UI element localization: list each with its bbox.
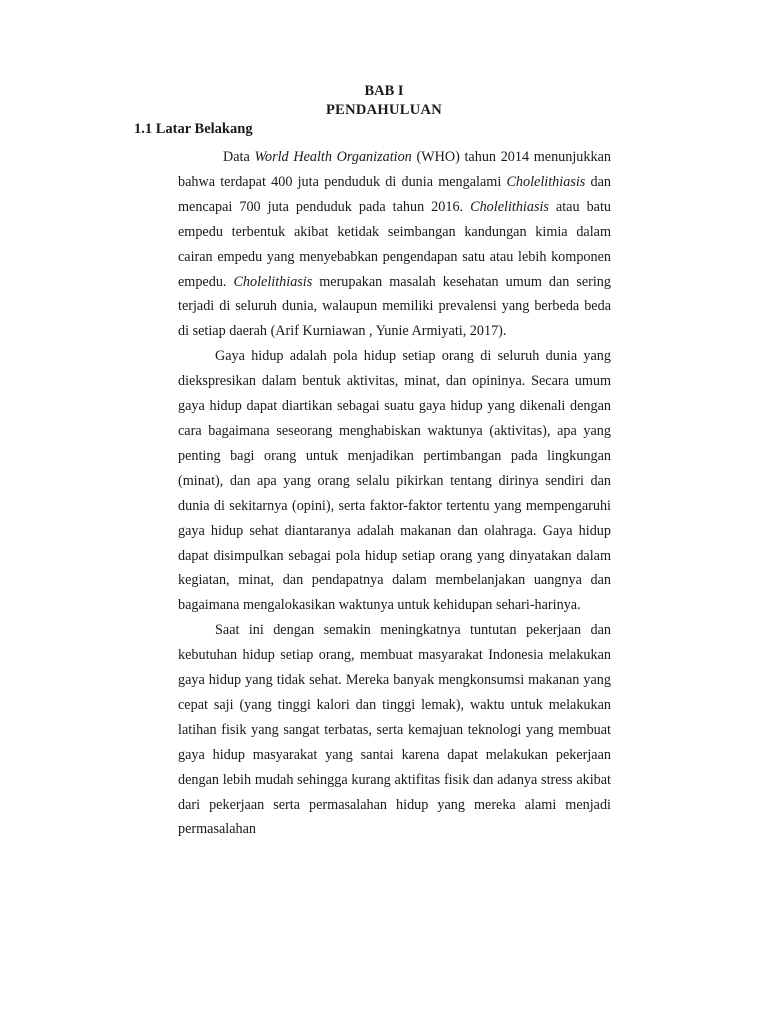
paragraph-text: (WHO) tahun 2014 menunjukkan bahwa terdapat 400 juta penduduk di dunia mengalami — [178, 149, 611, 190]
paragraph-lifestyle: Gaya hidup adalah pola hidup setiap orang di seluruh dunia yang diekspresikan dalam bentuk aktivitas, minat, dan opininya. Secara umum gaya hidup dapat diartikan sebagai suatu gaya hidup yang dikenali dengan cara bagaimana seseorang menghabiskan waktunya (aktivitas), apa yang penting bagi orang untuk menjadikan pertimbangan pada lingkungan (minat), dan apa yang orang selalu pikirkan tentang dirinya sendiri dan dunia di sekitarnya (opini), serta faktor-faktor tertentu yang mempengaruhi gaya hidup sehat diantaranya adalah makanan dan olahraga. Gaya hidup dapat disimpulkan sebagai pola hidup setiap orang yang dinyatakan dalam kegiatan, minat, dan pendapatnya dalam membelanjakan uangnya dan bagaimana mengalokasikan waktunya untuk kehidupan sehari-harinya. — [178, 348, 611, 614]
paragraph-text: atau batu empedu terbentuk akibat ketidak seimbangan kandungan kimia dalam cairan empedu yang menyebabkan pengendapan satu atau lebih komponen empedu. — [178, 198, 611, 290]
paragraph-text: dan mencapai 700 juta penduduk pada tahun 2016. — [178, 173, 611, 215]
chapter-number: BAB I — [364, 83, 404, 99]
paragraph-italic-term: Cholelithiasis — [233, 273, 313, 290]
body-text — [178, 145, 611, 842]
section-heading: 1.1 Latar Belakang — [134, 121, 253, 137]
paragraph-who-data — [178, 145, 611, 344]
chapter-title: PENDAHULUAN — [325, 102, 443, 118]
paragraph-text: merupakan masalah kesehatan umum dan sering terjadi di seluruh dunia, walaupun memiliki prevalensi yang berbeda beda di setiap daerah (Arif Kurniawan , Yunie Armiyati, 2017). — [178, 273, 611, 340]
paragraph-work-demands: Saat ini dengan semakin meningkatnya tuntutan pekerjaan dan kebutuhan hidup setiap orang, membuat masyarakat Indonesia melakukan gaya hidup yang tidak sehat. Mereka banyak mengkonsumsi makanan yang cepat saji (yang tinggi kalori dan tinggi lemak), waktu untuk melakukan latihan fisik yang sangat terbatas, serta kemajuan teknologi yang membuat gaya hidup masyarakat yang santai karena dapat melakukan pekerjaan dengan lebih mudah sehingga kurang aktifitas fisik dan adanya stress akibat dari pekerjaan serta permasalahan hidup yang mereka alami menjadi permasalahan — [178, 622, 611, 838]
paragraph-italic-term: Cholelithiasis — [470, 198, 549, 215]
paragraph-text: Data — [223, 149, 255, 165]
paragraph-italic-term: Cholelithiasis — [506, 173, 586, 190]
paragraph-italic-term: World Health Organization — [254, 149, 412, 165]
